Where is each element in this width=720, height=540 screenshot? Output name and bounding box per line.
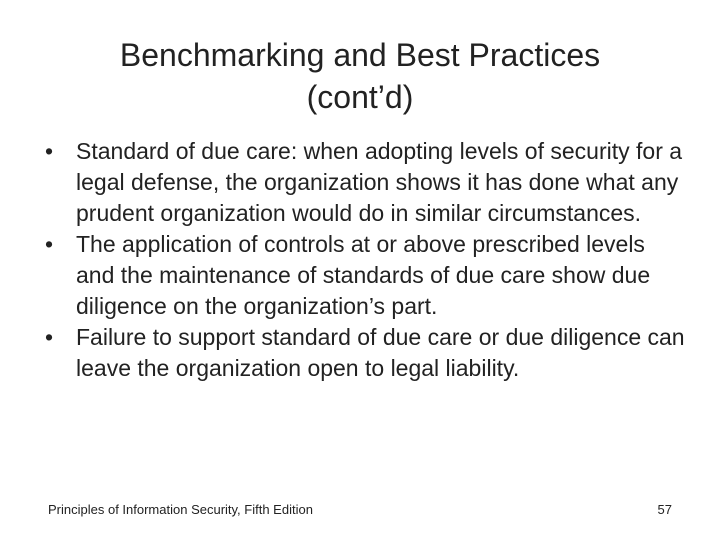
- slide-title-line-1: Benchmarking and Best Practices: [119, 37, 601, 73]
- bullet-item: [40, 229, 688, 322]
- footer-source: Principles of Information Security, Fifth Edition: [48, 502, 313, 517]
- bullet-dot-icon: •: [44, 231, 54, 257]
- bullet-text: The application of controls at or above prescribed levels and the maintenance of standards of due care show due diligence on the organization’s part.: [76, 231, 651, 319]
- bullet-dot-icon: •: [44, 324, 54, 350]
- bullet-item: [40, 136, 688, 229]
- slide-title-line-2: (cont’d): [306, 79, 414, 115]
- bullet-list: [40, 136, 688, 384]
- bullet-text: Failure to support standard of due care or due diligence can leave the organization open to legal liability.: [76, 324, 685, 381]
- page-number: 57: [657, 502, 672, 517]
- bullet-item: [40, 322, 688, 384]
- bullet-text: Standard of due care: when adopting levels of security for a legal defense, the organization shows it has done what any prudent organization would do in similar circumstances.: [76, 138, 683, 226]
- bullet-dot-icon: •: [44, 138, 54, 164]
- slide-title: [40, 34, 680, 118]
